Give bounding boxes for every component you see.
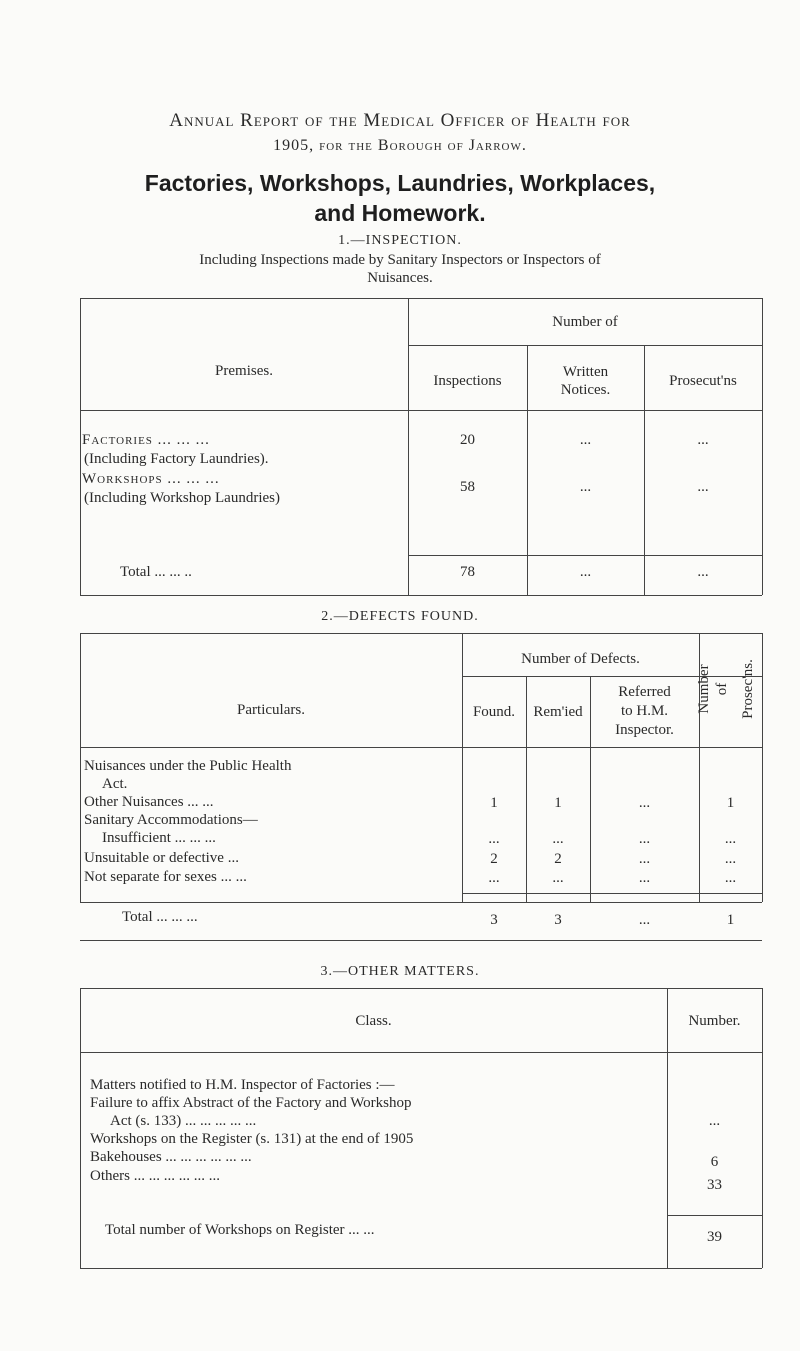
table-rule	[408, 555, 762, 556]
defects-row-remedied: ...	[552, 831, 564, 847]
col-referred-line1: Referred	[618, 684, 671, 700]
col-prosecutions: Prosecut'ns	[669, 373, 737, 389]
col-remedied: Rem'ied	[533, 704, 583, 720]
total-label: Total ... ... ..	[120, 564, 192, 580]
page-title-line2: and Homework.	[314, 200, 486, 226]
table-rule	[80, 902, 762, 903]
section3-heading: 3.—OTHER MATTERS.	[320, 964, 480, 979]
row-factories-inspections: 20	[460, 432, 475, 448]
total-written: ...	[579, 564, 592, 580]
col-number-of-defects: Number of Defects.	[521, 651, 640, 667]
table-rule	[80, 633, 762, 634]
row-workshops-prosecutions: ...	[697, 479, 709, 495]
col-premises: Premises.	[215, 363, 273, 379]
table-rule	[80, 298, 81, 595]
table-rule	[80, 747, 762, 748]
col-inspections: Inspections	[433, 373, 502, 389]
total-prosecutions: ...	[697, 564, 709, 580]
col-found: Found.	[472, 704, 516, 720]
col-written-line1: Written	[562, 364, 609, 380]
defects-total-found: 3	[490, 912, 498, 928]
page-title-line1: Factories, Workshops, Laundries, Workplaces,	[144, 170, 656, 196]
matters-row-label: Failure to affix Abstract of the Factory and Workshop	[90, 1095, 412, 1111]
section1-heading: 1.—INSPECTION.	[338, 233, 462, 248]
defects-row-found: 1	[490, 795, 498, 811]
section2-heading: 2.—DEFECTS FOUND.	[321, 609, 479, 624]
matters-row-label: Bakehouses ... ... ... ... ... ...	[90, 1149, 252, 1165]
defects-row-referred: ...	[638, 870, 651, 886]
defects-row-prosecutions: ...	[724, 831, 737, 847]
matters-total-label: Total number of Workshops on Register ... ...	[105, 1222, 375, 1238]
defects-row-found: ...	[488, 831, 500, 847]
col-number: Number.	[688, 1013, 741, 1029]
table-rule	[762, 298, 763, 595]
table-rule	[80, 988, 762, 989]
row-workshops-written: ...	[579, 479, 592, 495]
table-rule	[462, 893, 762, 894]
row-workshops-note: (Including Workshop Laundries)	[84, 490, 280, 506]
section1-subheading-line1: Including Inspections made by Sanitary Inspectors or Inspectors of	[199, 252, 601, 268]
table-rule	[80, 940, 762, 941]
matters-row-label: Act (s. 133) ... ... ... ... ...	[110, 1113, 257, 1129]
row-factories-prosecutions: ...	[697, 432, 709, 448]
total-inspections: 78	[460, 564, 475, 580]
matters-row-value: 33	[707, 1177, 722, 1193]
table-rule	[80, 595, 762, 596]
defects-total-label: Total ... ... ...	[122, 909, 198, 925]
defects-row-label: Nuisances under the Public Health	[84, 758, 292, 774]
defects-row-prosecutions: 1	[726, 795, 735, 811]
table-rule	[408, 345, 762, 346]
defects-row-label: Not separate for sexes ... ...	[84, 869, 247, 885]
defects-row-referred: ...	[638, 851, 651, 867]
defects-row-referred: ...	[638, 795, 651, 811]
defects-row-label: Act.	[102, 776, 128, 792]
report-header-line1: Annual Report of the Medical Officer of Health for	[169, 110, 631, 131]
defects-row-remedied: 1	[554, 795, 562, 811]
defects-row-label: Other Nuisances ... ...	[84, 794, 214, 810]
col-number-prosec-line1: Number	[696, 664, 712, 714]
table-rule	[80, 633, 81, 902]
defects-row-found: ...	[488, 870, 500, 886]
defects-row-remedied: ...	[552, 870, 564, 886]
col-number-prosec-line3: Prosec'ns.	[740, 659, 756, 719]
col-referred-line3: Inspector.	[615, 722, 674, 738]
col-written-line2: Notices.	[560, 382, 611, 398]
defects-row-remedied: 2	[554, 851, 562, 867]
defects-total-referred: ...	[638, 912, 651, 928]
matters-row-label: Workshops on the Register (s. 131) at the end of 1905	[90, 1131, 414, 1147]
row-factories-note: (Including Factory Laundries).	[84, 451, 269, 467]
defects-row-referred: ...	[638, 831, 651, 847]
matters-row-value: 6	[710, 1154, 719, 1170]
table-rule	[80, 410, 762, 411]
defects-row-label: Sanitary Accommodations—	[84, 812, 258, 828]
row-workshops-label: Workshops ... ... ...	[82, 471, 220, 487]
defects-row-label: Unsuitable or defective ...	[84, 850, 239, 866]
col-number-of: Number of	[552, 314, 618, 330]
table-rule	[80, 1052, 762, 1053]
row-factories-label: Factories ... ... ...	[82, 432, 210, 448]
col-class: Class.	[355, 1013, 392, 1029]
table-rule	[762, 988, 763, 1268]
col-number-prosec-line2: of	[714, 682, 730, 696]
section1-subheading-line2: Nuisances.	[367, 270, 433, 286]
report-header-line2: 1905, for the Borough of Jarrow.	[273, 137, 527, 154]
defects-row-prosecutions: ...	[724, 851, 737, 867]
defects-row-label: Insufficient ... ... ...	[102, 830, 216, 846]
row-workshops-inspections: 58	[460, 479, 475, 495]
table-rule	[80, 988, 81, 1268]
matters-total-value: 39	[707, 1229, 722, 1245]
matters-row-label: Others ... ... ... ... ... ...	[90, 1168, 220, 1184]
col-particulars: Particulars.	[237, 702, 305, 718]
table-rule	[80, 1268, 762, 1269]
matters-row-label: Matters notified to H.M. Inspector of Factories :—	[90, 1077, 395, 1093]
defects-row-prosecutions: ...	[724, 870, 737, 886]
table-rule	[667, 1215, 762, 1216]
matters-row-value: ...	[708, 1113, 721, 1129]
col-referred-line2: to H.M.	[620, 703, 669, 719]
row-factories-written: ...	[579, 432, 592, 448]
defects-total-prosecutions: 1	[726, 912, 735, 928]
table-rule	[80, 298, 762, 299]
table-rule	[762, 633, 763, 902]
defects-row-found: 2	[490, 851, 498, 867]
defects-total-remedied: 3	[554, 912, 562, 928]
